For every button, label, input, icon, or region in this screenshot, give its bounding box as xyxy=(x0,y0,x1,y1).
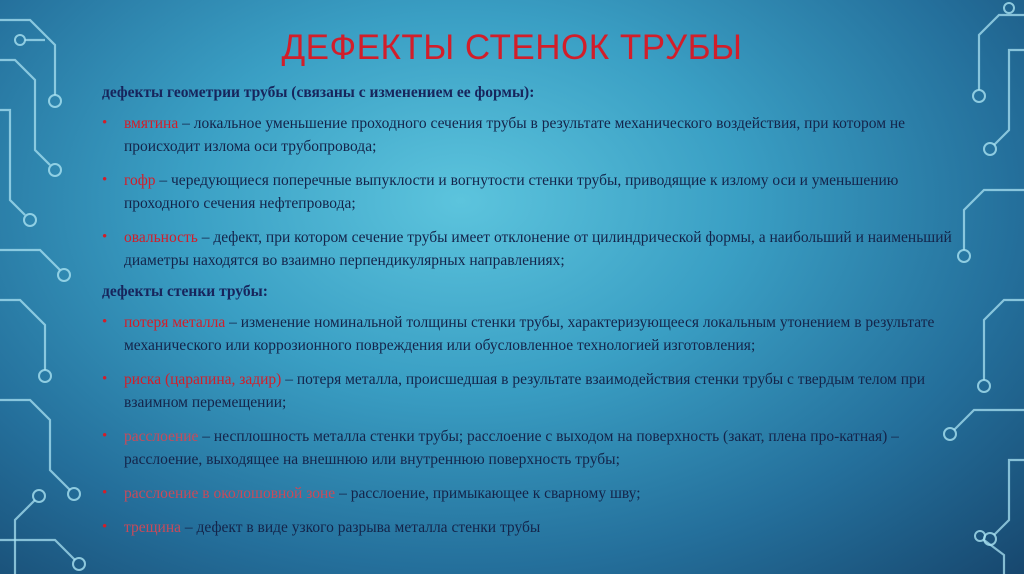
definition: – расслоение, примыкающее к сварному шву; xyxy=(335,485,641,502)
term: расслоение в околошовной зоне xyxy=(124,485,336,502)
list-item xyxy=(102,368,952,414)
definition: – изменение номинальной толщины стенки трубы, характеризующееся локальным утонением в результате механического или коррозионного повреждения или обусловленное технологией изготовления; xyxy=(124,314,935,354)
term: вмятина xyxy=(124,115,179,132)
slide-title: ДЕФЕКТЫ СТЕНОК ТРУБЫ xyxy=(281,28,743,67)
bullet-icon: • xyxy=(102,519,108,535)
list-item xyxy=(102,226,952,272)
slide-content xyxy=(102,84,952,550)
definition: – дефект, при котором сечение трубы имеет отклонение от цилиндрической формы, а наибольший и наименьший диаметры находятся во взаимно перпендикулярных направлениях; xyxy=(124,229,952,269)
bullet-icon: • xyxy=(102,485,108,501)
term: гофр xyxy=(124,172,156,189)
bullet-icon: • xyxy=(102,172,108,188)
list-item xyxy=(102,425,952,471)
list-item xyxy=(102,311,952,357)
definition: – потеря металла, происшедшая в результате взаимодействия стенки трубы с твердым телом при взаимном перемещении; xyxy=(124,371,926,411)
term: трещина xyxy=(124,519,181,536)
term: расслоение xyxy=(124,428,199,445)
section-heading-wall: дефекты стенки трубы: xyxy=(102,283,268,300)
definition: – чередующиеся поперечные выпуклости и вогнутости стенки трубы, приводящие к излому оси и уменьшению проходного сечения нефтепровода; xyxy=(124,172,899,212)
bullet-icon: • xyxy=(102,115,108,131)
list-item xyxy=(102,482,952,505)
bullet-icon: • xyxy=(102,314,108,330)
list-item xyxy=(102,169,952,215)
bullet-icon: • xyxy=(102,428,108,444)
list-item xyxy=(102,112,952,158)
list-item xyxy=(102,516,952,539)
definition: – дефект в виде узкого разрыва металла стенки трубы xyxy=(181,519,541,536)
bullet-icon: • xyxy=(102,371,108,387)
term: риска (царапина, задир) xyxy=(124,371,282,388)
term: овальность xyxy=(124,229,198,246)
definition: – несплошность металла стенки трубы; расслоение с выходом на поверхность (закат, плена про-катная) – расслоение, выходящее на внешнюю или внутреннюю поверхность трубы; xyxy=(124,428,899,468)
section-heading-geometry: дефекты геометрии трубы (связаны с изменением ее формы): xyxy=(102,84,535,101)
bullet-icon: • xyxy=(102,229,108,245)
definition: – локальное уменьшение проходного сечения трубы в результате механического воздействия, при котором не происходит излома оси трубопровода; xyxy=(124,115,906,155)
term: потеря металла xyxy=(124,314,226,331)
left-circuit-decoration xyxy=(0,0,110,574)
